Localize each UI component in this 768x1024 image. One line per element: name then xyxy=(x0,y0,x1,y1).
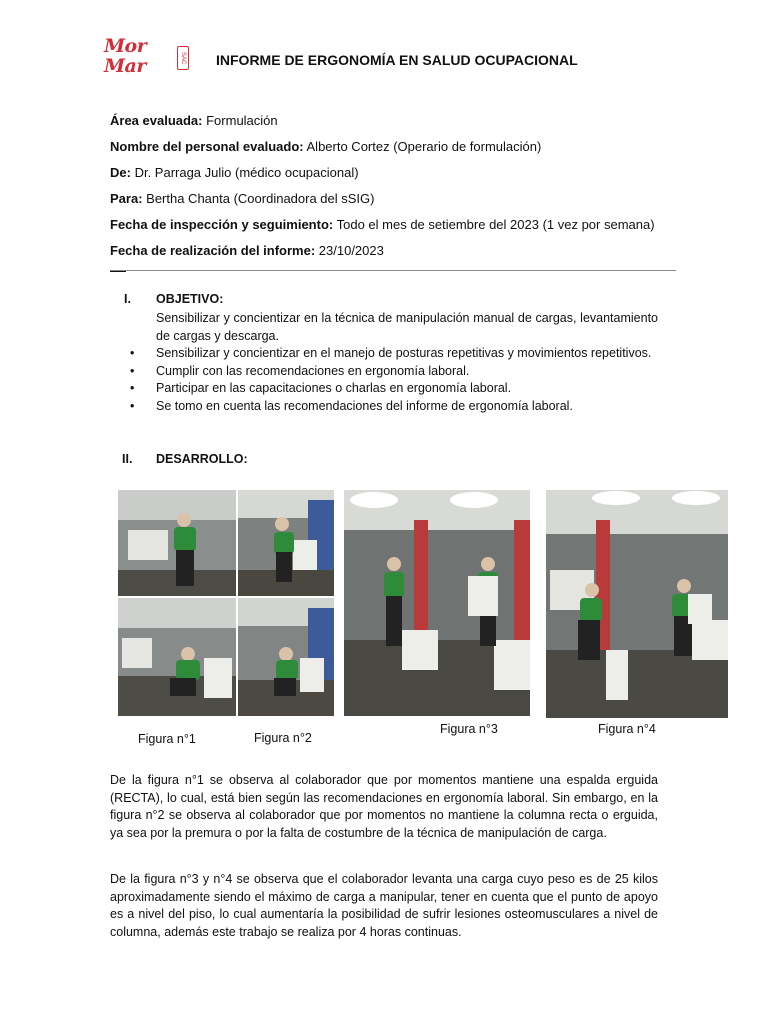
logo-tag: SAC xyxy=(177,46,189,70)
info-block xyxy=(110,108,690,264)
photo-figure-1a xyxy=(118,490,236,596)
logo-wordmark: Mor Mar xyxy=(104,35,147,77)
list-item: • Sensibilizar y concientizar en el manejo de posturas repetitivas y movimientos repetitivos. xyxy=(130,346,652,360)
info-area: Área evaluada: Formulación xyxy=(110,113,278,128)
photo-figure-2a xyxy=(238,490,334,596)
divider-line xyxy=(110,270,676,271)
paragraph-figures-1-2: De la figura n°1 se observa al colaborador que por momentos mantiene una espalda erguida (RECTA), lo cual, está bien según las recomendaciones en ergonomía laboral. Sin embargo, en la figura n°2 se observa al colaborador que por momentos no mantiene la columna recta o erguida, ya sea por la premura o por la falta de costumbre de la técnica de manipulación de carga. xyxy=(110,773,658,840)
objective-intro: Sensibilizar y concientizar en la técnica de manipulación manual de cargas, levantamiento de cargas y descarga. xyxy=(156,311,658,343)
info-to: Para: Bertha Chanta (Coordinadora del sSIG) xyxy=(110,191,375,206)
section-1-title: OBJETIVO: xyxy=(156,292,224,306)
section-1-number: I. xyxy=(124,292,131,306)
info-from: De: Dr. Parraga Julio (médico ocupacional) xyxy=(110,165,359,180)
photo-figure-3 xyxy=(344,490,530,716)
list-item: • Se tomo en cuenta las recomendaciones del informe de ergonomía laboral. xyxy=(130,398,573,413)
figure-3-caption: Figura n°3 xyxy=(440,722,498,736)
figure-1-caption: Figura n°1 xyxy=(138,732,196,746)
figure-2-caption: Figura n°2 xyxy=(254,731,312,745)
info-report-date: Fecha de realización del informe: 23/10/2023 xyxy=(110,243,384,258)
section-2-title: DESARROLLO: xyxy=(156,452,248,466)
list-item: • Cumplir con las recomendaciones en ergonomía laboral. xyxy=(130,363,470,378)
divider-accent xyxy=(110,271,126,272)
company-logo xyxy=(104,35,190,77)
objective-list xyxy=(130,310,658,415)
figure-4-caption: Figura n°4 xyxy=(598,722,656,736)
section-2-number: II. xyxy=(122,452,133,466)
info-inspection-date: Fecha de inspección y seguimiento: Todo el mes de setiembre del 2023 (1 vez por semana) xyxy=(110,217,655,232)
document-title: INFORME DE ERGONOMÍA EN SALUD OCUPACIONAL xyxy=(216,52,578,68)
info-person: Nombre del personal evaluado: Alberto Cortez (Operario de formulación) xyxy=(110,139,542,154)
photo-figure-1b xyxy=(118,598,236,716)
photo-figure-2b xyxy=(238,598,334,716)
photo-figure-4 xyxy=(546,490,728,718)
paragraph-figures-3-4: De la figura n°3 y n°4 se observa que el colaborador levanta una carga cuyo peso es de 25 kilos aproximadamente siendo el máximo de carga a manipular, tener en cuenta que el punto de apoyo es a nivel del piso, lo cual aumentaría la posibilidad de sufrir lesiones osteomusculares a nivel de columna, además este trabajo se realiza por 4 horas continuas. xyxy=(110,872,658,939)
list-item: • Participar en las capacitaciones o charlas en ergonomía laboral. xyxy=(130,381,512,395)
